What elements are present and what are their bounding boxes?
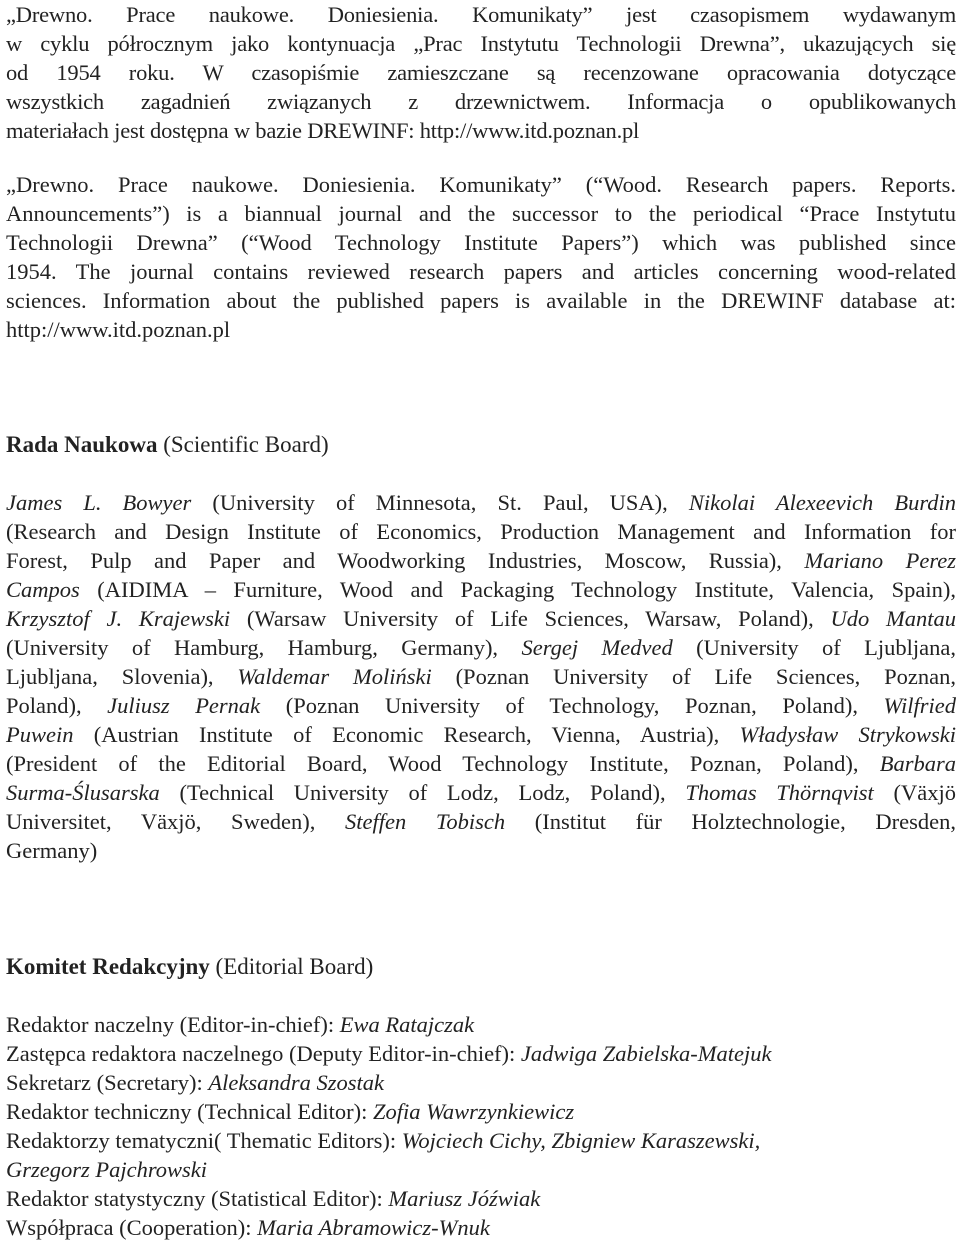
affiliation-text: Współpraca (Cooperation): bbox=[6, 1215, 258, 1240]
intro-en-line: „Drewno. Prace naukowe. Doniesienia. Komunikaty” (“Wood. Research papers. Reports. bbox=[6, 172, 956, 197]
intro-pl-line: wszystkich zagadnień związanych z drzewnictwem. Informacja o opublikowanych bbox=[6, 89, 956, 114]
affiliation-text: Redaktor statystyczny (Statistical Editor): bbox=[6, 1186, 389, 1211]
person-name: Grzegorz Pajchrowski bbox=[6, 1157, 208, 1182]
affiliation-text: Universitet, Växjö, Sweden), bbox=[6, 809, 346, 834]
affiliation-text: Ljubljana, Slovenia), bbox=[6, 664, 238, 689]
affiliation-text: (President of the Editorial Board, Wood Technology Institute, Poznan, Poland), bbox=[6, 751, 880, 776]
intro-polish bbox=[6, 0, 956, 145]
person-name: Zofia Wawrzynkiewicz bbox=[373, 1099, 575, 1124]
intro-english bbox=[6, 170, 956, 344]
affiliation-text: (Institut für Holztechnologie, Dresden, bbox=[505, 809, 956, 834]
editorial-board-line bbox=[6, 1184, 956, 1213]
intro-en-line: sciences. Information about the published papers is available in the DREWINF database at: bbox=[6, 288, 956, 313]
affiliation-text: Redaktor techniczny (Technical Editor): bbox=[6, 1099, 374, 1124]
scientific-board-heading-bold: Rada Naukowa bbox=[6, 432, 158, 457]
scientific-board-line bbox=[6, 691, 956, 720]
editorial-board-heading-rest: (Editorial Board) bbox=[209, 954, 374, 979]
person-name: Udo Mantau bbox=[830, 606, 957, 631]
affiliation-text: (Warsaw University of Life Sciences, Warsaw, Poland), bbox=[230, 606, 831, 631]
intro-pl-line: od 1954 roku. W czasopiśmie zamieszczane są recenzowane opracowania dotyczące bbox=[6, 60, 956, 85]
scientific-board-line bbox=[6, 546, 956, 575]
affiliation-text: (AIDIMA – Furniture, Wood and Packaging Technology Institute, Valencia, Spain), bbox=[79, 577, 956, 602]
affiliation-text: Sekretarz (Secretary): bbox=[6, 1070, 209, 1095]
person-name: Aleksandra Szostak bbox=[208, 1070, 384, 1095]
person-name: Jadwiga Zabielska-Matejuk bbox=[520, 1041, 772, 1066]
affiliation-text: (University of Hamburg, Hamburg, Germany), bbox=[6, 635, 522, 660]
person-name: Thomas Thörnqvist bbox=[685, 780, 874, 805]
scientific-board-line bbox=[6, 517, 956, 546]
editorial-board-heading bbox=[6, 952, 956, 981]
scientific-board-line bbox=[6, 778, 956, 807]
person-name: Barbara bbox=[879, 751, 956, 776]
person-name: Steffen Tobisch bbox=[345, 809, 506, 834]
scientific-board-line bbox=[6, 488, 956, 517]
person-name: Ewa Ratajczak bbox=[339, 1012, 475, 1037]
affiliation-text: (Poznan University of Technology, Poznan, Poland), bbox=[260, 693, 884, 718]
editorial-board-line bbox=[6, 1039, 956, 1068]
affiliation-text: Redaktorzy tematyczni( Thematic Editors): bbox=[6, 1128, 402, 1153]
person-name: Juliusz Pernak bbox=[107, 693, 261, 718]
intro-en-line: http://www.itd.poznan.pl bbox=[6, 317, 231, 342]
scientific-board-line bbox=[6, 749, 956, 778]
scientific-board-heading bbox=[6, 430, 956, 459]
scientific-board-line bbox=[6, 807, 956, 836]
person-name: Maria Abramowicz-Wnuk bbox=[257, 1215, 490, 1240]
editorial-board-line bbox=[6, 1068, 956, 1097]
person-name: James L. Bowyer bbox=[6, 490, 192, 515]
scientific-board-line bbox=[6, 836, 956, 865]
person-name: Mariano Perez bbox=[804, 548, 956, 573]
person-name: Mariusz Jóźwiak bbox=[388, 1186, 541, 1211]
scientific-board-line bbox=[6, 662, 956, 691]
person-name: Wilfried bbox=[883, 693, 956, 718]
person-name: Nikolai Alexeevich Burdin bbox=[688, 490, 956, 515]
scientific-board-line bbox=[6, 720, 956, 749]
person-name: Wojciech Cichy, Zbigniew Karaszewski, bbox=[401, 1128, 761, 1153]
editorial-board-line bbox=[6, 1097, 956, 1126]
person-name: Puwein bbox=[6, 722, 74, 747]
scientific-board-list bbox=[6, 488, 956, 865]
scientific-board-line bbox=[6, 575, 956, 604]
affiliation-text: Forest, Pulp and Paper and Woodworking Industries, Moscow, Russia), bbox=[6, 548, 805, 573]
person-name: Władysław Strykowski bbox=[739, 722, 956, 747]
affiliation-text: Redaktor naczelny (Editor-in-chief): bbox=[6, 1012, 340, 1037]
affiliation-text: (Växjö bbox=[873, 780, 956, 805]
person-name: Sergej Medved bbox=[521, 635, 673, 660]
affiliation-text: Zastępca redaktora naczelnego (Deputy Editor-in-chief): bbox=[6, 1041, 521, 1066]
intro-pl-line: „Drewno. Prace naukowe. Doniesienia. Komunikaty” jest czasopismem wydawanym bbox=[6, 2, 956, 27]
intro-en-line: Announcements”) is a biannual journal and the successor to the periodical “Prace Instytutu bbox=[6, 201, 956, 226]
affiliation-text: Poland), bbox=[6, 693, 108, 718]
affiliation-text: Germany) bbox=[6, 838, 98, 863]
intro-en-line: 1954. The journal contains reviewed research papers and articles concerning wood-related bbox=[6, 259, 956, 284]
intro-pl-line: w cyklu półrocznym jako kontynuacja „Prac Instytutu Technologii Drewna”, ukazujących się bbox=[6, 31, 956, 56]
affiliation-text: (Research and Design Institute of Economics, Production Management and Information for bbox=[6, 519, 956, 544]
scientific-board-heading-rest: (Scientific Board) bbox=[157, 432, 329, 457]
editorial-board-line bbox=[6, 1155, 956, 1184]
editorial-board-heading-bold: Komitet Redakcyjny bbox=[6, 954, 210, 979]
person-name: Krzysztof J. Krajewski bbox=[6, 606, 231, 631]
affiliation-text: (University of Ljubljana, bbox=[672, 635, 956, 660]
affiliation-text: (Technical University of Lodz, Lodz, Poland), bbox=[159, 780, 686, 805]
scientific-board-line bbox=[6, 604, 956, 633]
intro-en-line: Technologii Drewna” (“Wood Technology Institute Papers”) which was published since bbox=[6, 230, 956, 255]
person-name: Campos bbox=[6, 577, 80, 602]
affiliation-text: (Austrian Institute of Economic Research, Vienna, Austria), bbox=[73, 722, 740, 747]
person-name: Surma-Ślusarska bbox=[6, 780, 160, 805]
person-name: Waldemar Moliński bbox=[237, 664, 432, 689]
editorial-board-line bbox=[6, 1126, 956, 1155]
affiliation-text: (Poznan University of Life Sciences, Poznan, bbox=[431, 664, 956, 689]
editorial-board-list bbox=[6, 1010, 956, 1242]
editorial-board-line bbox=[6, 1010, 956, 1039]
affiliation-text: (University of Minnesota, St. Paul, USA), bbox=[191, 490, 689, 515]
intro-pl-line: materiałach jest dostępna w bazie DREWINF: http://www.itd.poznan.pl bbox=[6, 118, 640, 143]
scientific-board-line bbox=[6, 633, 956, 662]
editorial-board-line bbox=[6, 1213, 956, 1242]
